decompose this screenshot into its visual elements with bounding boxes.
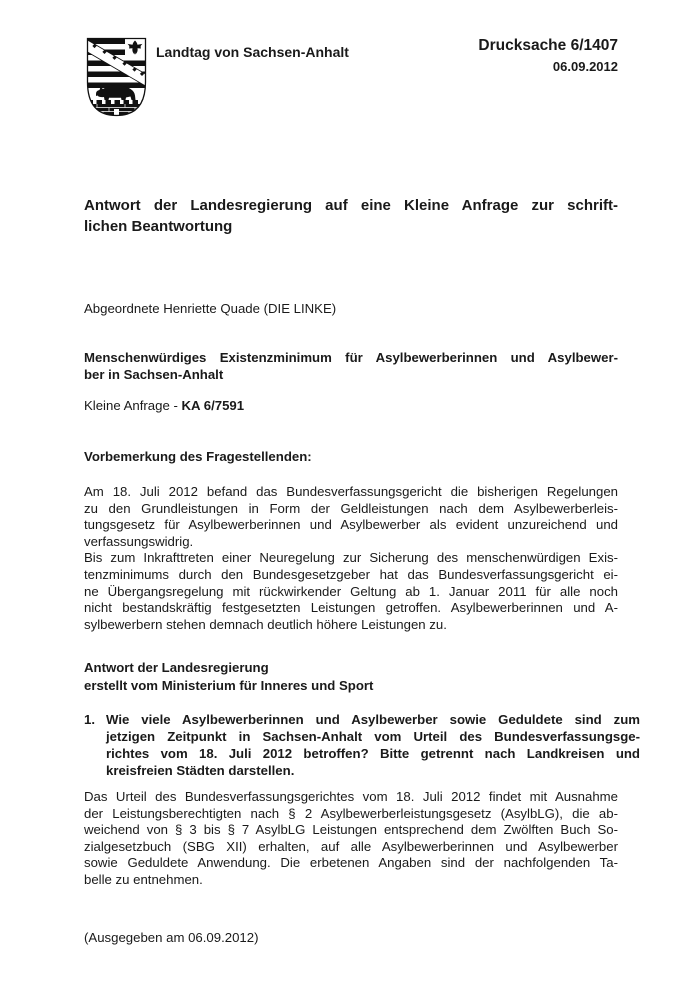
question-line: jetzigen Zeitpunkt in Sachsen-Anhalt vom Urteil des Bundesverfassungsge- [106, 729, 640, 744]
paragraph-line: zu den Grundleistungen in Form der Geldleistungen nach dem Asylbewerberleis- [84, 500, 618, 516]
request-label: Kleine Anfrage - [84, 398, 182, 413]
question-line: richtes vom 18. Juli 2012 betroffen? Bitte getrennt nach Landkreisen und [106, 746, 640, 761]
subject-line: Menschenwürdiges Existenzminimum für Asylbewerberinnen und Asylbewer- [84, 350, 618, 365]
paragraph-line: Das Urteil des Bundesverfassungsgerichtes vom 18. Juli 2012 findet mit Ausnahme [84, 789, 618, 804]
answer-heading [84, 659, 618, 695]
paragraph-line: ne Übergangsregelung mit rückwirkender Geltung ab 1. Januar 2011 für alle noch [84, 583, 618, 599]
preliminary-paragraphs [84, 484, 618, 633]
subject-heading [84, 349, 618, 383]
question-line: kreisfreien Städten darstellen. [106, 763, 295, 778]
paragraph-line: weichend von § 3 bis § 7 AsylbLG Leistungen entsprechend dem Zwölften Buch So- [84, 822, 618, 838]
request-reference [84, 398, 618, 415]
document-number: Drucksache 6/1407 [478, 37, 618, 54]
author-line: Abgeordnete Henriette Quade (DIE LINKE) [84, 301, 337, 316]
paragraph-line: sylbewerbern stehen demnach deutlich höhere Leistungen zu. [84, 616, 447, 632]
paragraph-line: der Leistungsberechtigten nach § 2 Asylbewerberleistungsgesetz (AsylbLG), die ab- [84, 805, 618, 821]
issued-date-footer: (Ausgegeben am 06.09.2012) [84, 930, 259, 945]
document-date: 06.09.2012 [552, 59, 618, 74]
question-number: 1. [84, 712, 95, 727]
paragraph-line: nicht bestandskräftig festgesetzten Leistungen getroffen. Asylbewerberinnen und A- [84, 600, 618, 616]
paragraph-line: tungsgesetz für Asylbewerberinnen und Asylbewerber als evident unzureichend und [84, 517, 618, 533]
document-title [84, 195, 618, 237]
paragraph-line: verfassungswidrig. [84, 533, 194, 549]
paragraph-line: tenzminimums durch den Bundesgesetzgeber hat das Bundesverfassungsgericht ei- [84, 566, 618, 582]
question-1 [84, 711, 640, 779]
title-line: lichen Beantwortung [84, 218, 233, 235]
question-line: Wie viele Asylbewerberinnen und Asylbewerber sowie Geduldete sind zum [106, 712, 640, 727]
paragraph-line: sowie Geduldete Anwendung. Die erbetenen Angaben sind der nachfolgenden Ta- [84, 855, 618, 871]
title-line: Antwort der Landesregierung auf eine Kleine Anfrage zur schrift- [84, 197, 618, 214]
paragraph-line: Bis zum Inkrafttreten einer Neuregelung zur Sicherung des menschenwürdigen Exis- [84, 550, 618, 566]
institution-name: Landtag von Sachsen-Anhalt [156, 44, 349, 60]
paragraph-line: zialgesetzbuch (SBG XII) erhalten, auf alle Asylbewerberinnen und Asylbewerber [84, 838, 618, 854]
answer-heading-line: erstellt vom Ministerium für Inneres und Sport [84, 678, 374, 693]
request-number: KA 6/7591 [181, 398, 245, 413]
answer-heading-line: Antwort der Landesregierung [84, 660, 269, 675]
paragraph-line: belle zu entnehmen. [84, 871, 203, 887]
subject-line: ber in Sachsen-Anhalt [84, 367, 224, 382]
paragraph-line: Am 18. Juli 2012 befand das Bundesverfassungsgericht die bisherigen Regelungen [84, 484, 618, 499]
preliminary-heading: Vorbemerkung des Fragestellenden: [84, 449, 312, 464]
answer-paragraph [84, 789, 618, 889]
